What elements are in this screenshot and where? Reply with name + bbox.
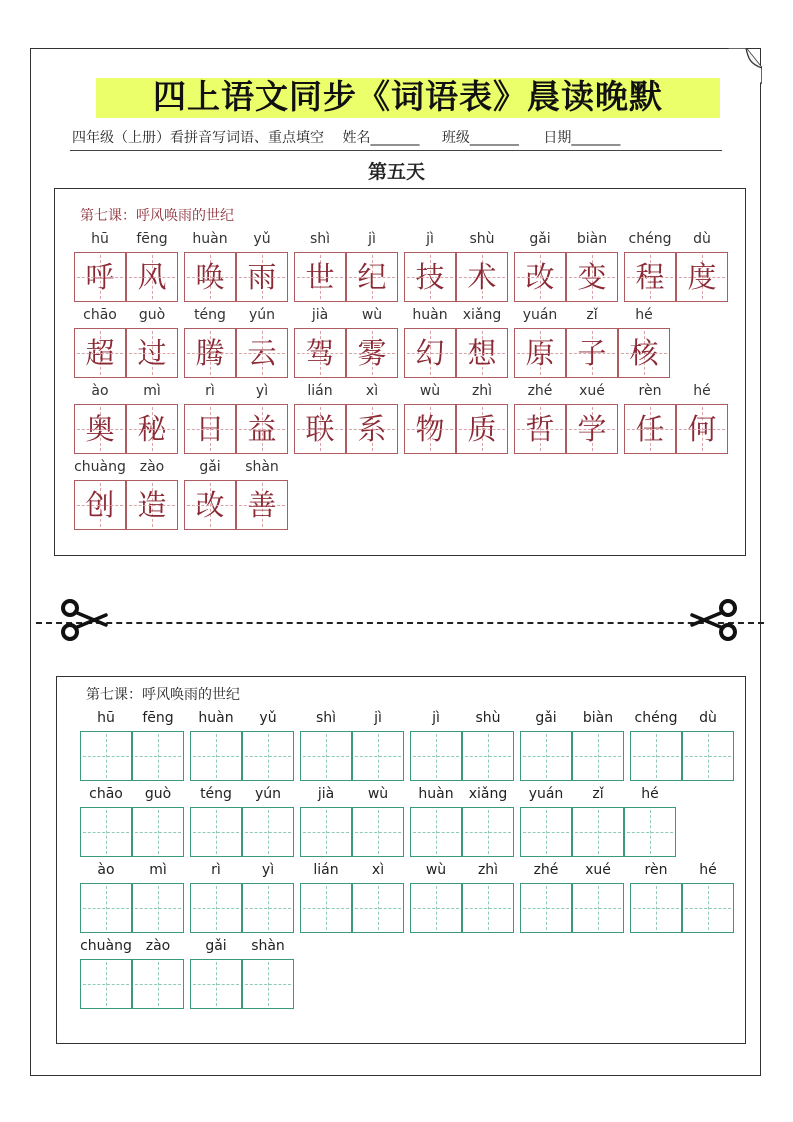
hanzi-character: 过: [137, 336, 167, 370]
writing-cell[interactable]: [80, 883, 132, 933]
tianzige-cell: [404, 404, 456, 454]
writing-cell[interactable]: [572, 731, 624, 781]
pinyin-label: biàn: [576, 231, 608, 247]
pinyin-label: dù: [699, 710, 717, 726]
hanzi-character: 腾: [195, 336, 225, 370]
writing-cell[interactable]: [462, 883, 514, 933]
pinyin-label: guò: [138, 307, 166, 323]
writing-cell[interactable]: [190, 959, 242, 1009]
writing-cell[interactable]: [352, 883, 404, 933]
pinyin-label: rèn: [644, 862, 668, 878]
writing-cell[interactable]: [242, 807, 294, 857]
pinyin-label: shì: [309, 231, 331, 247]
pinyin-label: hū: [91, 231, 109, 247]
pinyin-label: téng: [194, 307, 226, 323]
tianzige-cell: [294, 328, 346, 378]
tianzige-cell: [126, 252, 178, 302]
pinyin-label: yuán: [522, 307, 558, 323]
tianzige-cell: [184, 328, 236, 378]
tianzige-cell: [404, 252, 456, 302]
pinyin-label: wù: [425, 862, 447, 878]
pinyin-label: chāo: [89, 786, 123, 802]
page-fold-icon: [728, 48, 762, 84]
tianzige-cell: [514, 252, 566, 302]
hanzi-character: 度: [687, 260, 717, 294]
writing-cell[interactable]: [352, 731, 404, 781]
tianzige-cell: [404, 328, 456, 378]
pinyin-label: jì: [368, 231, 376, 247]
pinyin-label: fēng: [142, 710, 174, 726]
hanzi-character: 何: [687, 412, 717, 446]
pinyin-label: xiǎng: [462, 307, 502, 323]
pinyin-label: shàn: [251, 938, 285, 954]
hanzi-character: 原: [525, 336, 555, 370]
writing-cell[interactable]: [80, 731, 132, 781]
hanzi-character: 想: [467, 336, 497, 370]
grade-description: 四年级（上册）看拼音写词语、重点填空: [72, 130, 324, 146]
hanzi-character: 联: [305, 412, 335, 446]
pinyin-label: wù: [361, 307, 383, 323]
writing-cell[interactable]: [242, 731, 294, 781]
tianzige-cell: [126, 404, 178, 454]
pinyin-label: shì: [315, 710, 337, 726]
writing-cell[interactable]: [190, 807, 242, 857]
tianzige-cell: [618, 328, 670, 378]
hanzi-character: 系: [357, 412, 387, 446]
tianzige-cell: [346, 252, 398, 302]
lesson-title: 第七课：呼风唤雨的世纪: [80, 208, 234, 224]
hanzi-character: 风: [137, 260, 167, 294]
tianzige-cell: [346, 328, 398, 378]
pinyin-label: jì: [374, 710, 382, 726]
hanzi-character: 呼: [85, 260, 115, 294]
hanzi-character: 改: [525, 260, 555, 294]
hanzi-character: 物: [415, 412, 445, 446]
tianzige-cell: [456, 328, 508, 378]
pinyin-label: xiǎng: [468, 786, 508, 802]
pinyin-label: huàn: [418, 786, 454, 802]
tianzige-cell: [294, 252, 346, 302]
pinyin-label: yún: [248, 307, 276, 323]
pinyin-label: chāo: [83, 307, 117, 323]
pinyin-label: lián: [307, 383, 333, 399]
worksheet-info-line: [72, 128, 722, 148]
hanzi-character: 驾: [305, 336, 335, 370]
pinyin-label: shù: [469, 231, 495, 247]
tianzige-cell: [566, 328, 618, 378]
pinyin-label: shù: [475, 710, 501, 726]
pinyin-label: hé: [641, 786, 659, 802]
hanzi-character: 哲: [525, 412, 555, 446]
tianzige-cell: [456, 404, 508, 454]
pinyin-label: chuàng: [74, 459, 126, 475]
pinyin-label: gǎi: [535, 710, 557, 726]
tianzige-cell: [566, 252, 618, 302]
writing-cell[interactable]: [572, 807, 624, 857]
pinyin-label: zào: [139, 459, 165, 475]
pinyin-label: ào: [91, 383, 109, 399]
writing-cell[interactable]: [410, 883, 462, 933]
pinyin-label: rì: [205, 383, 215, 399]
pinyin-label: shàn: [245, 459, 279, 475]
pinyin-label: yǔ: [253, 231, 271, 247]
pinyin-label: zhé: [533, 862, 559, 878]
day-heading: 第五天: [367, 161, 425, 183]
pinyin-label: gǎi: [205, 938, 227, 954]
pinyin-label: xué: [585, 862, 611, 878]
pinyin-label: chuàng: [80, 938, 132, 954]
writing-cell[interactable]: [630, 883, 682, 933]
pinyin-label: xué: [579, 383, 605, 399]
pinyin-label: gǎi: [199, 459, 221, 475]
pinyin-label: wù: [367, 786, 389, 802]
pinyin-label: huàn: [198, 710, 234, 726]
writing-cell[interactable]: [132, 883, 184, 933]
pinyin-label: jià: [317, 786, 335, 802]
pinyin-label: huàn: [192, 231, 228, 247]
hanzi-character: 唤: [195, 260, 225, 294]
pinyin-label: zǐ: [586, 307, 598, 323]
info-underline: [70, 150, 722, 151]
tianzige-cell: [236, 404, 288, 454]
tianzige-cell: [126, 328, 178, 378]
pinyin-label: dù: [693, 231, 711, 247]
tianzige-cell: [236, 252, 288, 302]
pinyin-label: yì: [255, 383, 269, 399]
hanzi-character: 造: [137, 488, 167, 522]
writing-cell[interactable]: [242, 959, 294, 1009]
writing-cell[interactable]: [132, 807, 184, 857]
writing-cell[interactable]: [682, 883, 734, 933]
writing-cell[interactable]: [352, 807, 404, 857]
cut-line: [36, 622, 764, 624]
writing-cell[interactable]: [242, 883, 294, 933]
writing-cell[interactable]: [462, 807, 514, 857]
pinyin-label: yǔ: [259, 710, 277, 726]
tianzige-cell: [294, 404, 346, 454]
pinyin-label: yuán: [528, 786, 564, 802]
writing-cell[interactable]: [132, 959, 184, 1009]
pinyin-label: wù: [419, 383, 441, 399]
hanzi-character: 雾: [357, 336, 387, 370]
tianzige-cell: [74, 404, 126, 454]
hanzi-character: 变: [577, 260, 607, 294]
pinyin-label: hé: [693, 383, 711, 399]
pinyin-label: zào: [145, 938, 171, 954]
hanzi-character: 善: [247, 488, 277, 522]
name-field: 姓名_______: [342, 130, 420, 146]
pinyin-label: zhì: [471, 383, 493, 399]
writing-cell[interactable]: [190, 883, 242, 933]
writing-cell[interactable]: [410, 807, 462, 857]
pinyin-label: gǎi: [529, 231, 551, 247]
tianzige-cell: [624, 404, 676, 454]
pinyin-label: hū: [97, 710, 115, 726]
page-title: 四上语文同步《词语表》晨读晚默: [153, 77, 663, 116]
writing-cell[interactable]: [300, 731, 352, 781]
tianzige-cell: [184, 480, 236, 530]
writing-cell[interactable]: [682, 731, 734, 781]
hanzi-character: 子: [577, 336, 607, 370]
hanzi-character: 世: [305, 260, 335, 294]
hanzi-character: 雨: [247, 260, 277, 294]
writing-cell[interactable]: [410, 731, 462, 781]
writing-cell[interactable]: [630, 731, 682, 781]
writing-cell[interactable]: [300, 807, 352, 857]
tianzige-cell: [236, 480, 288, 530]
hanzi-character: 超: [85, 336, 115, 370]
hanzi-character: 程: [635, 260, 665, 294]
pinyin-label: hé: [699, 862, 717, 878]
hanzi-character: 质: [467, 412, 497, 446]
writing-cell[interactable]: [190, 731, 242, 781]
pinyin-label: ào: [97, 862, 115, 878]
class-field: 班级_______: [441, 130, 519, 146]
pinyin-label: téng: [200, 786, 232, 802]
pinyin-label: hé: [635, 307, 653, 323]
pinyin-label: rèn: [638, 383, 662, 399]
pinyin-label: xì: [365, 383, 379, 399]
tianzige-cell: [126, 480, 178, 530]
hanzi-character: 秘: [137, 412, 167, 446]
hanzi-character: 日: [195, 412, 225, 446]
tianzige-cell: [74, 328, 126, 378]
lesson-title: 第七课：呼风唤雨的世纪: [86, 687, 240, 703]
pinyin-label: guò: [144, 786, 172, 802]
writing-cell[interactable]: [80, 959, 132, 1009]
writing-cell[interactable]: [300, 883, 352, 933]
pinyin-label: yì: [261, 862, 275, 878]
tianzige-cell: [184, 404, 236, 454]
hanzi-character: 创: [85, 488, 115, 522]
pinyin-label: yún: [254, 786, 282, 802]
tianzige-cell: [236, 328, 288, 378]
pinyin-label: fēng: [136, 231, 168, 247]
pinyin-label: chéng: [634, 710, 678, 726]
pinyin-label: chéng: [628, 231, 672, 247]
tianzige-cell: [624, 252, 676, 302]
pinyin-label: jì: [432, 710, 440, 726]
pinyin-label: xì: [371, 862, 385, 878]
scissors-icon: [58, 598, 108, 642]
writing-cell[interactable]: [80, 807, 132, 857]
pinyin-label: jì: [426, 231, 434, 247]
hanzi-character: 核: [629, 336, 659, 370]
writing-cell[interactable]: [520, 883, 572, 933]
tianzige-cell: [456, 252, 508, 302]
writing-cell[interactable]: [462, 731, 514, 781]
hanzi-character: 纪: [357, 260, 387, 294]
tianzige-cell: [346, 404, 398, 454]
tianzige-cell: [74, 480, 126, 530]
writing-cell[interactable]: [520, 807, 572, 857]
hanzi-character: 奥: [85, 412, 115, 446]
writing-cell[interactable]: [572, 883, 624, 933]
pinyin-label: huàn: [412, 307, 448, 323]
hanzi-character: 幻: [415, 336, 445, 370]
hanzi-character: 术: [467, 260, 497, 294]
hanzi-character: 改: [195, 488, 225, 522]
hanzi-character: 技: [415, 260, 445, 294]
tianzige-cell: [566, 404, 618, 454]
writing-cell[interactable]: [132, 731, 184, 781]
pinyin-label: zhé: [527, 383, 553, 399]
tianzige-cell: [74, 252, 126, 302]
pinyin-label: jià: [311, 307, 329, 323]
pinyin-label: zhì: [477, 862, 499, 878]
date-field: 日期_______: [543, 130, 621, 146]
pinyin-label: mì: [149, 862, 167, 878]
pinyin-label: mì: [143, 383, 161, 399]
tianzige-cell: [514, 404, 566, 454]
scissors-icon: [690, 598, 740, 642]
writing-cell[interactable]: [520, 731, 572, 781]
pinyin-label: rì: [211, 862, 221, 878]
hanzi-character: 云: [247, 336, 277, 370]
pinyin-label: biàn: [582, 710, 614, 726]
tianzige-cell: [514, 328, 566, 378]
pinyin-label: zǐ: [592, 786, 604, 802]
hanzi-character: 学: [577, 412, 607, 446]
tianzige-cell: [676, 252, 728, 302]
tianzige-cell: [184, 252, 236, 302]
hanzi-character: 益: [247, 412, 277, 446]
writing-cell[interactable]: [624, 807, 676, 857]
hanzi-character: 任: [635, 412, 665, 446]
tianzige-cell: [676, 404, 728, 454]
pinyin-label: lián: [313, 862, 339, 878]
